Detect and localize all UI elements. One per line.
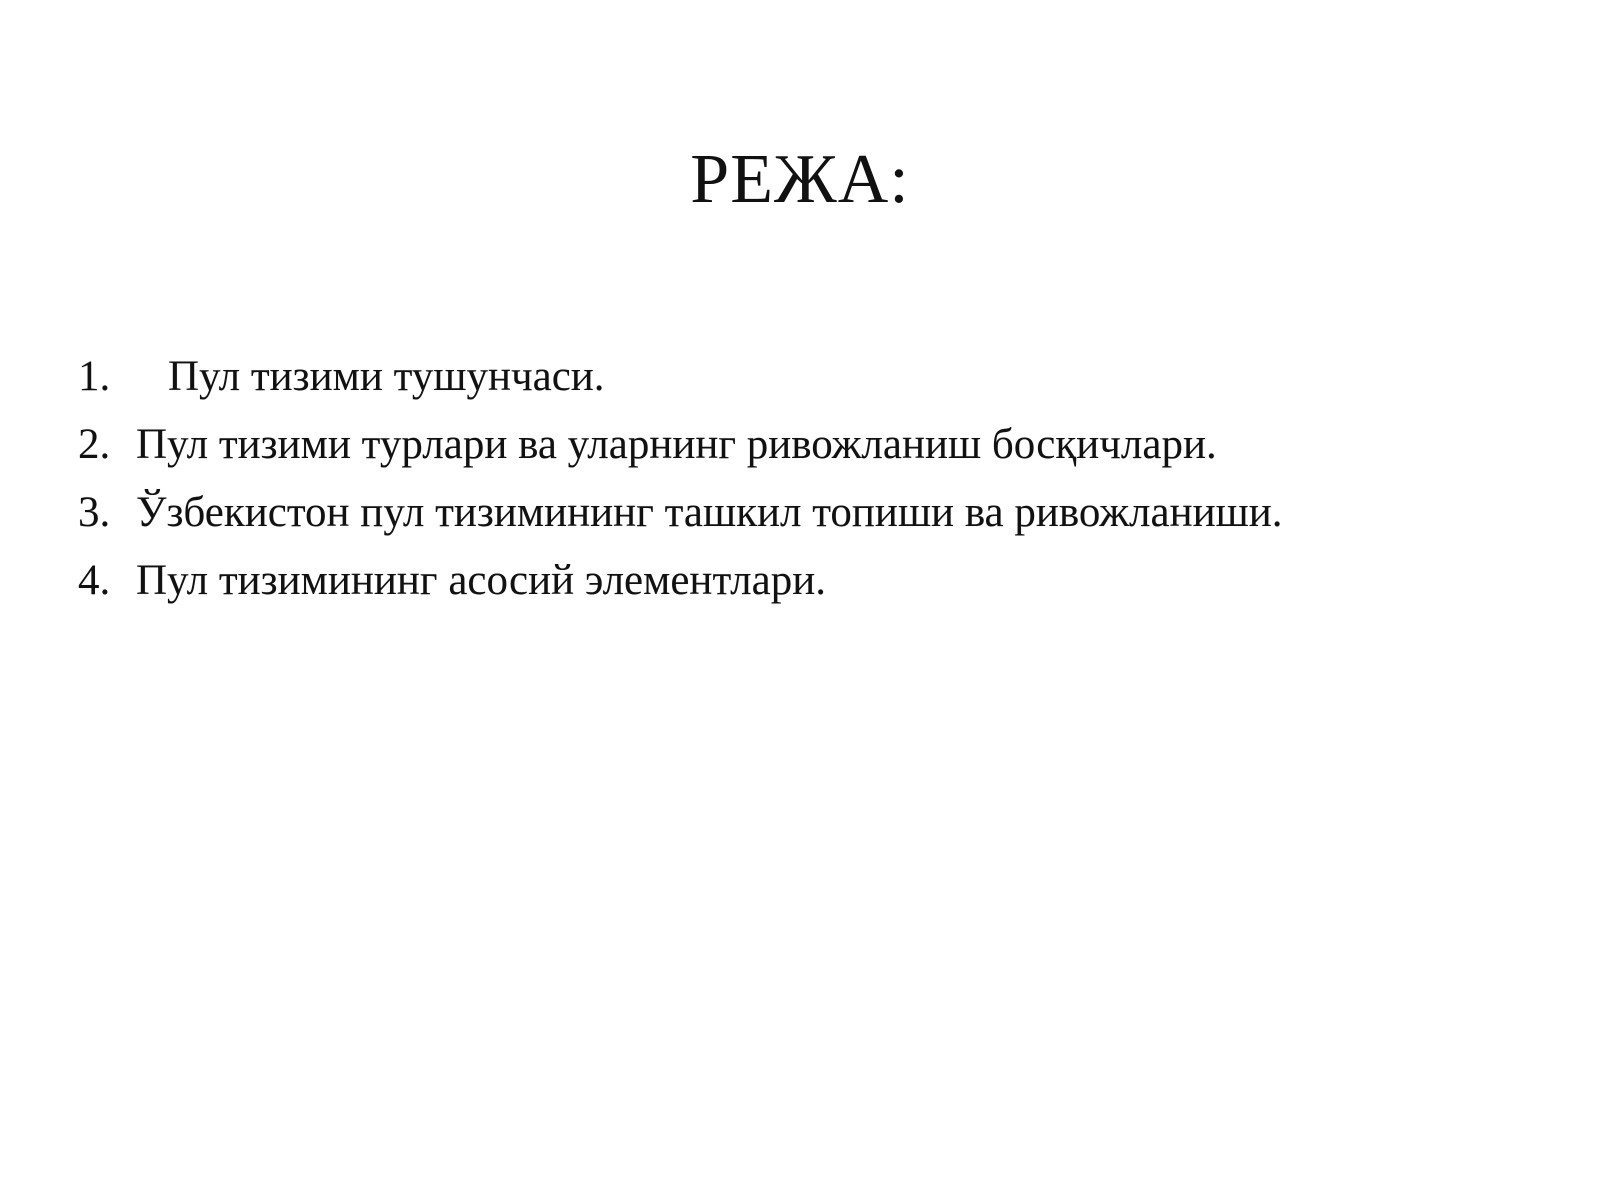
plan-item <box>78 556 1558 624</box>
plan-item-text: Пул тизимининг асосий элементлари. <box>136 557 826 604</box>
plan-item-text: Ўзбекистон пул тизимининг ташкил топиши ва ривожланиши. <box>136 489 1283 536</box>
plan-item-number: 4. <box>78 557 111 604</box>
plan-item <box>78 352 1558 420</box>
plan-list <box>78 352 1558 624</box>
plan-item-number: 1. <box>78 353 111 400</box>
slide-title: РЕЖА: <box>690 141 910 218</box>
plan-item-text: Пул тизими тушунчаси. <box>168 353 605 400</box>
plan-item-number: 3. <box>78 489 111 536</box>
plan-item-text: Пул тизими турлари ва уларнинг ривожланиш босқичлари. <box>136 421 1217 468</box>
plan-item-number: 2. <box>78 421 111 468</box>
plan-item <box>78 488 1558 556</box>
plan-item <box>78 420 1558 488</box>
